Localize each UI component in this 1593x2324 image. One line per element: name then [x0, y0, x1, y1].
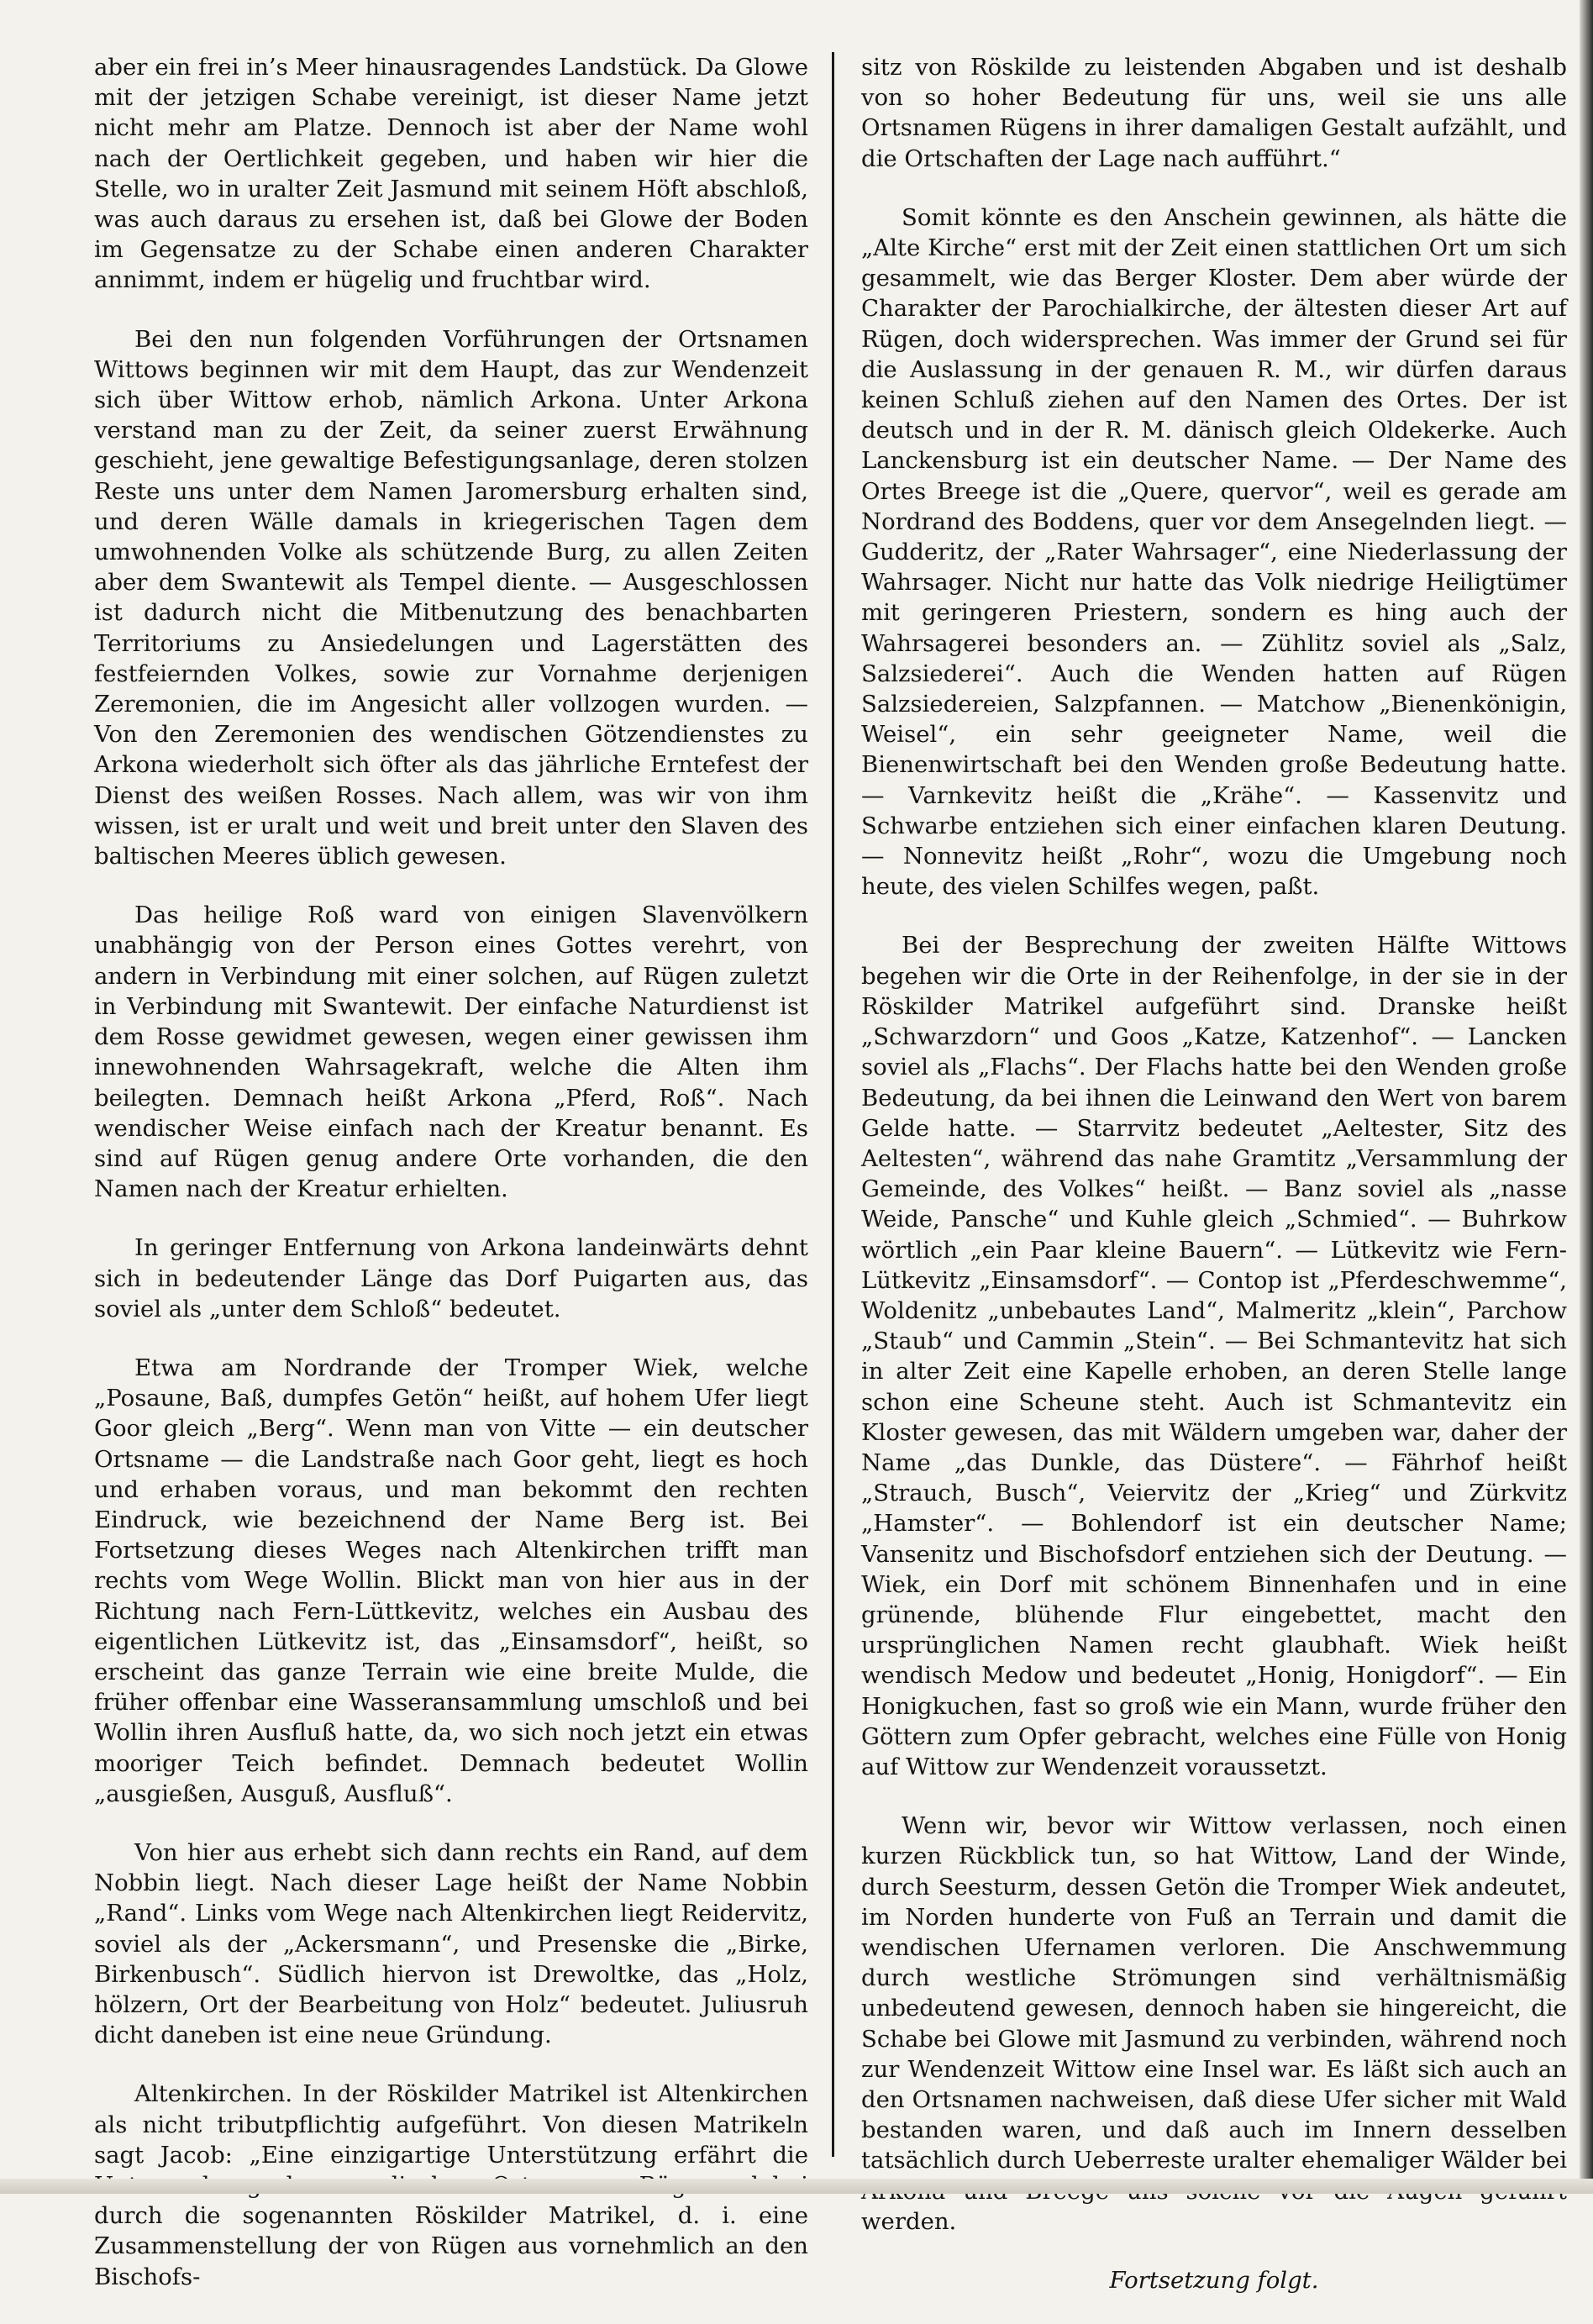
- paragraph: Etwa am Nordrande der Tromper Wiek, welche „Posaune, Baß, dumpfes Getön“ heißt, auf hohem Ufer liegt Goor gleich „Berg“. Wenn man von Vitte — ein deutscher Ortsname — die Landstraße nach Goor geht, liegt es hoch und erhaben voraus, und man bekommt den rechten Eindruck, wie bezeichnend der Name Berg ist. Bei Fortsetzung dieses Weges nach Altenkirchen trifft man rechts vom Wege Wollin. Blickt man von hier aus in der Richtung nach Fern-Lüttkevitz, welches ein Ausbau des eigentlichen Lütkevitz ist, das „Einsamsdorf“, heißt, so erscheint das ganze Terrain wie eine breite Mulde, die früher offenbar eine Wasseransammlung umschloß und bei Wollin ihren Ausfluß hatte, da, wo sich noch jetzt ein etwas mooriger Teich befindet. Demnach bedeutet Wollin „ausgießen, Ausguß, Ausfluß“.: [94, 1354, 808, 1807]
- paragraph: In geringer Entfernung von Arkona landeinwärts dehnt sich in bedeutender Länge das Dorf Puigarten aus, das soviel als „unter dem Schloß“ bedeutet.: [94, 1234, 808, 1322]
- right-column: [861, 52, 1567, 2324]
- paragraph: Altenkirchen. In der Röskilder Matrikel ist Altenkirchen als nicht tributpflichtig aufgeführt. Von diesen Matrikeln sagt Jacob: „Eine einzigartige Unterstützung erfährt die durch die sogenannten Röskilder Matrikel, d. i. eine Zusammenstellung der von Rügen aus vornehmlich an den Bischofs-: [94, 2080, 808, 2290]
- page-bottom-edge: [0, 2179, 1593, 2194]
- left-column: [94, 52, 808, 2321]
- paragraph: Somit könnte es den Anschein gewinnen, als hätte die „Alte Kirche“ erst mit der Zeit einen stattlichen Ort um sich gesammelt, wie das Berger Kloster. Dem aber würde der Charakter der Parochialkirche, der ältesten dieser Art auf Rügen, doch widersprechen. Was immer der Grund sei für die Auslassung in der genauen R. M., wir dürfen daraus keinen Schluß ziehen auf den Namen des Ortes. Der ist deutsch und in der R. M. dänisch gleich Oldekerke. Auch Lanckensburg ist ein deutscher Name. — Der Name des Ortes Breege ist die „Quere, quervor“, weil es gerade am Nordrand des Boddens, quer vor dem Ansegelnden liegt. — Gudderitz, der „Rater Wahrsager“, eine Niederlassung der Wahrsager. Nicht nur hatte das Volk niedrige Heiligtümer mit geringeren Priestern, sondern es hing auch der Wahrsagerei besonders an. — Zühlitz soviel als „Salz, Salzsiederei“. Auch die Wenden hatten auf Rügen Salzsiedereien, Salzpfannen. — Matchow „Bienenkönigin, Weisel“, ein sehr geeigneter Name, weil die Bienenwirtschaft bei den Wenden große Bedeutung hatte. — Varnkevitz heißt die „Krähe“. — Kassenvitz und Schwarbe entziehen sich einer einfachen klaren Deutung. — Nonnevitz heißt „Rohr“, wozu die Umgebung noch heute, des vielen Schilfes wegen, paßt.: [861, 203, 1567, 901]
- paragraph: Bei den nun folgenden Vorführungen der Ortsnamen Wittows beginnen wir mit dem Haupt, das zur Wendenzeit sich über Wittow erhob, nämlich Arkona. Unter Arkona verstand man zu der Zeit, da seiner zuerst Erwähnung geschieht, jene gewaltige Befestigungsanlage, deren stolzen Reste uns unter dem Namen Jaromersburg erhalten sind, und deren Wälle damals in kriegerischen Tagen dem umwohnenden Volke als schützende Burg, zu allen Zeiten aber dem Swantewit als Tempel diente. — Ausgeschlossen ist dadurch nicht die Mitbenutzung des benachbarten Territoriums zu Ansiedelungen und Lagerstätten des festfeiernden Volkes, sowie zur Vornahme derjenigen Zeremonien, die im Angesicht aller vollzogen wurden. — Von den Zeremonien des wendischen Götzendienstes zu Arkona wiederholt sich öfter als das jährliche Erntefest der Dienst des weißen Rosses. Nach allem, was wir von ihm wissen, ist er uralt und weit und breit unter den Slaven des baltischen Meeres üblich gewesen.: [94, 325, 808, 870]
- paragraph: Von hier aus erhebt sich dann rechts ein Rand, auf dem Nobbin liegt. Nach dieser Lage heißt der Name Nobbin „Rand“. Links vom Wege nach Altenkirchen liegt Reidervitz, soviel als der „Ackersmann“, und Presenske die „Birke, Birkenbusch“. Südlich hiervon ist Drewoltke, das „Holz, hölzern, Ort der Bearbeitung von Holz“ bedeutet. Juliusruh dicht daneben ist eine neue Gründung.: [94, 1838, 808, 2049]
- page-edge-shadow: [1580, 0, 1593, 2194]
- paragraph: sitz von Röskilde zu leistenden Abgaben und ist deshalb von so hoher Bedeutung für uns, weil sie uns alle Ortsnamen Rügens in ihrer damaligen Gestalt aufzählt, und die Ortschaften der Lage nach aufführt.“: [861, 54, 1567, 172]
- paragraph: aber ein frei in’s Meer hinausragendes Landstück. Da Glowe mit der jetzigen Schabe vereinigt, ist dieser Name jetzt nicht mehr am Platze. Dennoch ist aber der Name wohl nach der Oertlichkeit gegeben, und haben wir hier die Stelle, wo in uralter Zeit Jasmund mit seinem Höft abschloß, was auch daraus zu ersehen ist, daß bei Glowe der Boden im Gegensatze zu der Schabe einen anderen Charakter annimmt, indem er hügelig und fruchtbar wird.: [94, 54, 808, 294]
- paragraph: Wenn wir, bevor wir Wittow verlassen, noch einen kurzen Rückblick tun, so hat Wittow, Land der Winde, durch Seesturm, dessen Getön die Tromper Wiek andeutet, im Norden hunderte von Fuß an Terrain und damit die wendischen Ufernamen verloren. Die Anschwemmung durch westliche Strömungen sind verhältnismäßig unbedeutend gewesen, dennoch haben sie hingereicht, die Schabe bei Glowe mit Jasmund zu verbinden, während noch zur Wendenzeit Wittow eine Insel war. Es läßt sich auch an den Ortsnamen nachweisen, daß diese Ufer sicher mit Wald bestanden waren, und daß auch im Innern desselben tatsächlich durch Ueberreste uralter ehemaliger Wälder bei werden.: [861, 1812, 1567, 2235]
- continued-note: Fortsetzung folgt.: [1109, 2267, 1319, 2295]
- paragraph: Das heilige Roß ward von einigen Slavenvölkern unabhängig von der Person eines Gottes verehrt, von andern in Verbindung mit einer solchen, auf Rügen zuletzt in Verbindung mit Swantewit. Der einfache Naturdienst ist dem Rosse gewidmet gewesen, wegen einer gewissen ihm innewohnenden Wahrsagekraft, welche die Alten ihm beilegten. Demnach heißt Arkona „Pferd, Roß“. Nach wendischer Weise einfach nach der Kreatur benannt. Es sind auf Rügen genug andere Orte vorhanden, die den Namen nach der Kreatur erhielten.: [94, 902, 808, 1203]
- paragraph: Bei der Besprechung der zweiten Hälfte Wittows begehen wir die Orte in der Reihenfolge, in der sie in der Röskilder Matrikel aufgeführt sind. Dranske heißt „Schwarzdorn“ und Goos „Katze, Katzenhof“. — Lancken soviel als „Flachs“. Der Flachs hatte bei den Wenden große Bedeutung, da bei ihnen die Leinwand den Wert von barem Gelde hatte. — Starrvitz bedeutet „Aeltester, Sitz des Aeltesten“, während das nahe Gramtitz „Versammlung der Gemeinde, des Volkes“ heißt. — Banz soviel als „nasse Weide, Pansche“ und Kuhle gleich „Schmied“. — Buhrkow wörtlich „ein Paar kleine Bauern“. — Lütkevitz wie Fern-Lütkevitz „Einsamsdorf“. — Contop ist „Pferdeschwemme“, Woldenitz „unbebautes Land“, Malmeritz „klein“, Parchow „Staub“ und Cammin „Stein“. — Bei Schmantevitz hat sich in alter Zeit eine Kapelle erhoben, an deren Stelle lange schon eine Scheune steht. Auch ist Schmantevitz ein Kloster gewesen, das mit Wäldern umgeben war, daher der Name „das Dunkle, das Düstere“. — Fährhof heißt „Strauch, Busch“, Veiervitz der „Krieg“ und Zürkvitz „Hamster“. — Bohlendorf ist ein deutscher Name; Vansenitz und Bischofsdorf entziehen sich der Deutung. — Wiek, ein Dorf mit schönem Binnenhafen und in eine grünende, blühende Flur eingebettet, macht den ursprünglichen Namen recht glaubhaft. Wiek heißt wendisch Medow und bedeutet „Honig, Honigdorf“. — Ein Honigkuchen, fast so groß wie ein Mann, wurde früher den Göttern zum Opfer gebracht, welches eine Fülle von Honig auf Wittow zur Wendenzeit voraussetzt.: [861, 932, 1567, 1780]
- column-divider: [832, 52, 834, 2157]
